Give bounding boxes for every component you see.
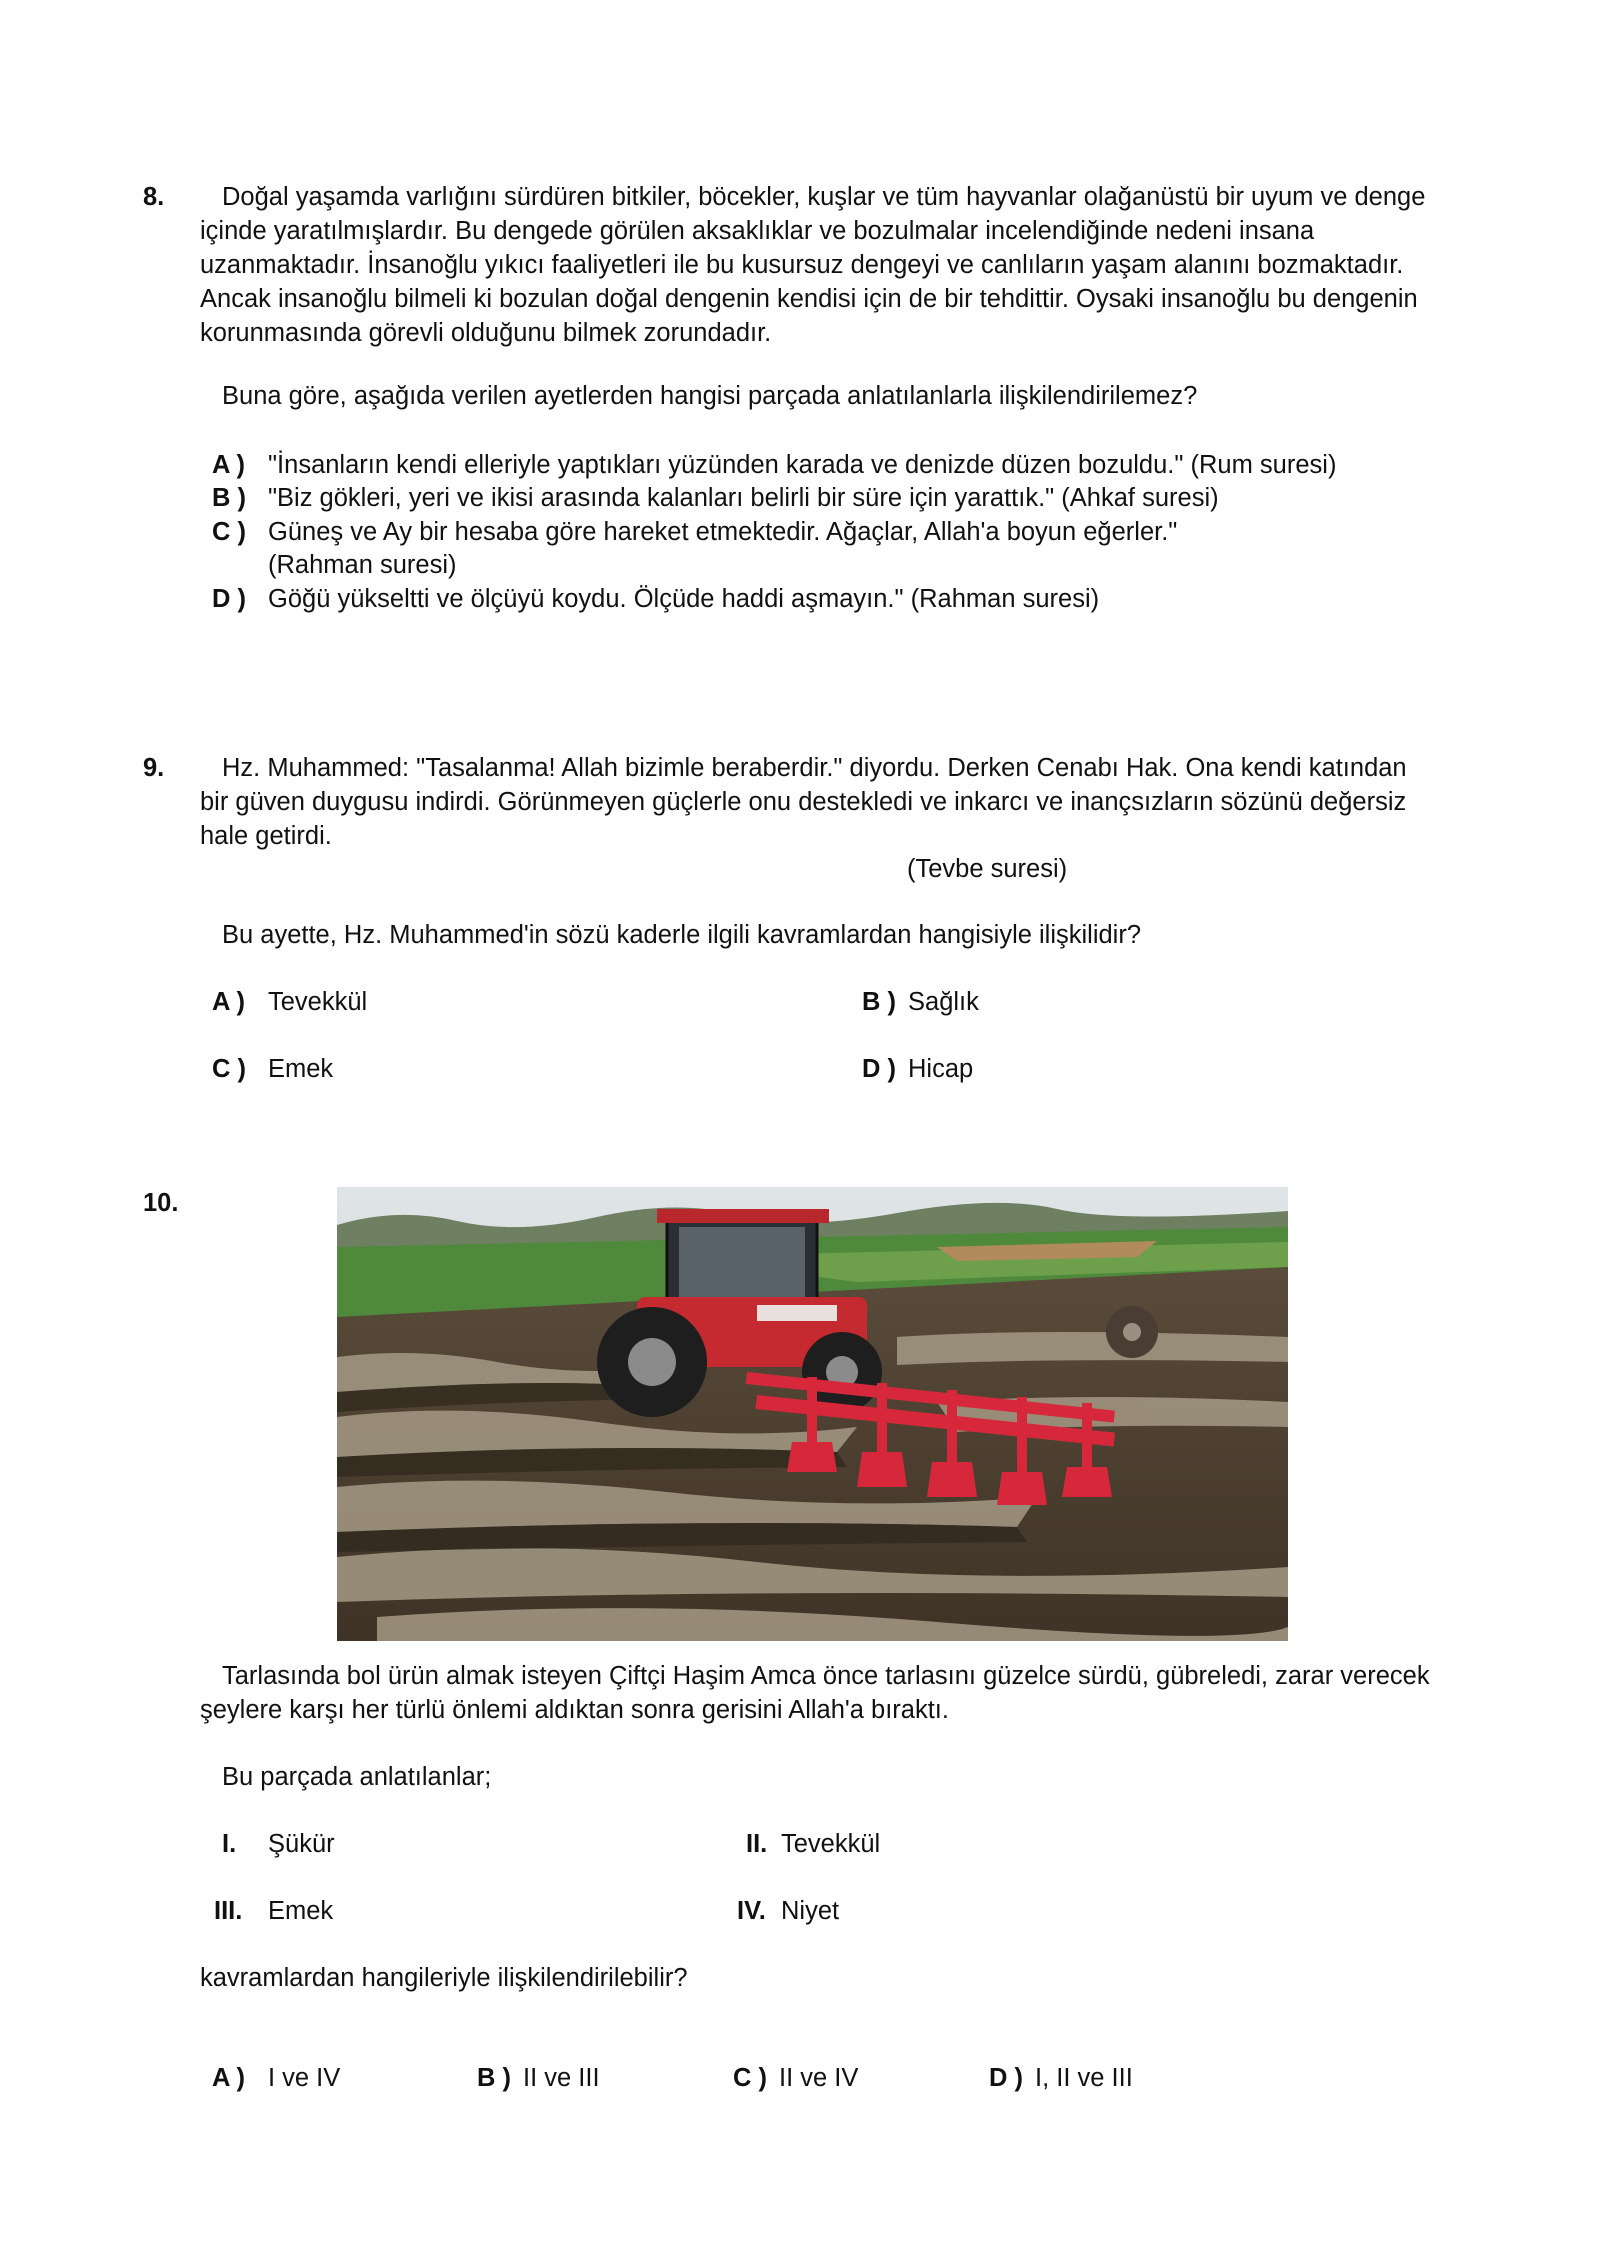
q8-option-a-text: "İnsanların kendi elleriyle yaptıkları yüzünden karada ve denizde düzen bozuldu." (Rum suresi)	[268, 451, 1337, 479]
q8-option-c-text: Güneş ve Ay bir hesaba göre hareket etmektedir. Ağaçlar, Allah'a boyun eğerler."	[268, 518, 1178, 546]
q9-option-b[interactable]	[862, 985, 979, 1019]
q10-question: kavramlardan hangileriyle ilişkilendirilebilir?	[200, 1964, 688, 1992]
q10-item-ii-key: II.	[746, 1830, 768, 1858]
q10-option-a[interactable]	[212, 2061, 340, 2095]
q9-option-d-text: Hicap	[908, 1055, 974, 1083]
question-number-9: 9.	[143, 754, 165, 782]
q10-option-b-key: B )	[477, 2064, 511, 2092]
q8-option-b-text: "Biz gökleri, yeri ve ikisi arasında kalanları belirli bir süre için yarattık." (Ahkaf suresi)	[268, 484, 1219, 512]
q10-item-iv-key: IV.	[737, 1897, 766, 1925]
q9-option-a[interactable]	[212, 985, 367, 1019]
question-number-8: 8.	[143, 183, 165, 211]
q10-item-ii-text: Tevekkül	[781, 1830, 881, 1858]
q9-option-c[interactable]	[212, 1052, 333, 1086]
q10-option-c-key: C )	[733, 2064, 767, 2092]
q10-option-a-text: I ve IV	[268, 2064, 341, 2092]
q10-option-c[interactable]	[733, 2061, 858, 2095]
q10-option-c-text: II ve IV	[779, 2064, 859, 2092]
q8-option-d[interactable]	[212, 582, 1099, 616]
q9-option-b-key: B )	[862, 988, 896, 1016]
q10-option-a-key: A )	[212, 2064, 246, 2092]
q9-option-d[interactable]	[862, 1052, 973, 1086]
q8-option-c-text-line2: (Rahman suresi)	[268, 551, 457, 579]
q10-option-d-key: D )	[989, 2064, 1023, 2092]
q8-option-a[interactable]	[212, 448, 1336, 482]
q10-item-iii-text: Emek	[268, 1897, 334, 1925]
q10-option-b-text: II ve III	[523, 2064, 600, 2092]
q10-option-d-text: I, II ve III	[1035, 2064, 1133, 2092]
q10-item-iii-key: III.	[214, 1897, 243, 1925]
q10-lead: Bu parçada anlatılanlar;	[222, 1763, 492, 1791]
tractor-plowing-photo	[337, 1187, 1288, 1641]
q9-passage-text: Hz. Muhammed: "Tasalanma! Allah bizimle beraberdir." diyordu. Derken Cenabı Hak. Ona kendi katından bir güven duygusu indirdi. Görünmeyen güçlerle onu destekledi ve inkarcı ve inançsızların sözünü değersiz hale getirdi.	[200, 754, 1407, 850]
q10-passage-text: Tarlasında bol ürün almak isteyen Çiftçi Haşim Amca önce tarlasını güzelce sürdü, gübreledi, zarar verecek şeylere karşı her türlü önlemi aldıktan sonra gerisini Allah'a bıraktı.	[200, 1662, 1430, 1724]
q9-question: Bu ayette, Hz. Muhammed'in sözü kaderle ilgili kavramlardan hangisiyle ilişkilidir?	[222, 921, 1142, 949]
q10-item-ii	[746, 1827, 880, 1861]
q9-option-d-key: D )	[862, 1055, 896, 1083]
q10-item-i-key: I.	[222, 1830, 237, 1858]
q9-option-c-text: Emek	[268, 1055, 334, 1083]
q10-option-b[interactable]	[477, 2061, 600, 2095]
q8-option-b-key: B )	[212, 484, 246, 512]
q8-option-a-key: A )	[212, 451, 246, 479]
q8-question: Buna göre, aşağıda verilen ayetlerden hangisi parçada anlatılanlarla ilişkilendirilemez?	[222, 382, 1198, 410]
tractor-plowing-illustration	[337, 1187, 1288, 1641]
q9-passage	[200, 751, 1430, 853]
q10-item-i-text: Şükür	[268, 1830, 335, 1858]
q8-passage	[200, 180, 1430, 350]
q8-option-d-text: Göğü yükseltti ve ölçüyü koydu. Ölçüde haddi aşmayın." (Rahman suresi)	[268, 585, 1100, 613]
question-number-10: 10.	[143, 1189, 179, 1217]
q10-item-iv	[737, 1894, 839, 1928]
q9-option-b-text: Sağlık	[908, 988, 979, 1016]
q8-option-b[interactable]	[212, 481, 1219, 515]
q8-passage-text: Doğal yaşamda varlığını sürdüren bitkiler, böcekler, kuşlar ve tüm hayvanlar olağanüstü bir uyum ve denge içinde yaratılmışlardır. Bu dengede görülen aksaklıklar ve bozulmalar incelendiğinde nedeni insana uzanmaktadır. İnsanoğlu yıkıcı faaliyetleri ile bu kusursuz dengeyi ve canlıların yaşam alanını bozmaktadır. Ancak insanoğlu bilmeli ki bozulan doğal dengenin kendisi için de bir tehdittir. Oysaki insanoğlu bu dengenin korunmasında görevli olduğunu bilmek zorundadır.	[200, 183, 1426, 347]
q10-item-iv-text: Niyet	[781, 1897, 840, 1925]
q10-option-d[interactable]	[989, 2061, 1133, 2095]
q9-source: (Tevbe suresi)	[907, 855, 1068, 883]
q8-option-c[interactable]	[212, 515, 1177, 549]
q10-passage	[200, 1659, 1430, 1727]
q8-option-d-key: D )	[212, 585, 246, 613]
q9-option-a-text: Tevekkül	[268, 988, 368, 1016]
q10-item-i	[222, 1827, 335, 1861]
q9-option-a-key: A )	[212, 988, 246, 1016]
q8-option-c-key: C )	[212, 518, 246, 546]
q10-item-iii	[214, 1894, 333, 1928]
q9-option-c-key: C )	[212, 1055, 246, 1083]
